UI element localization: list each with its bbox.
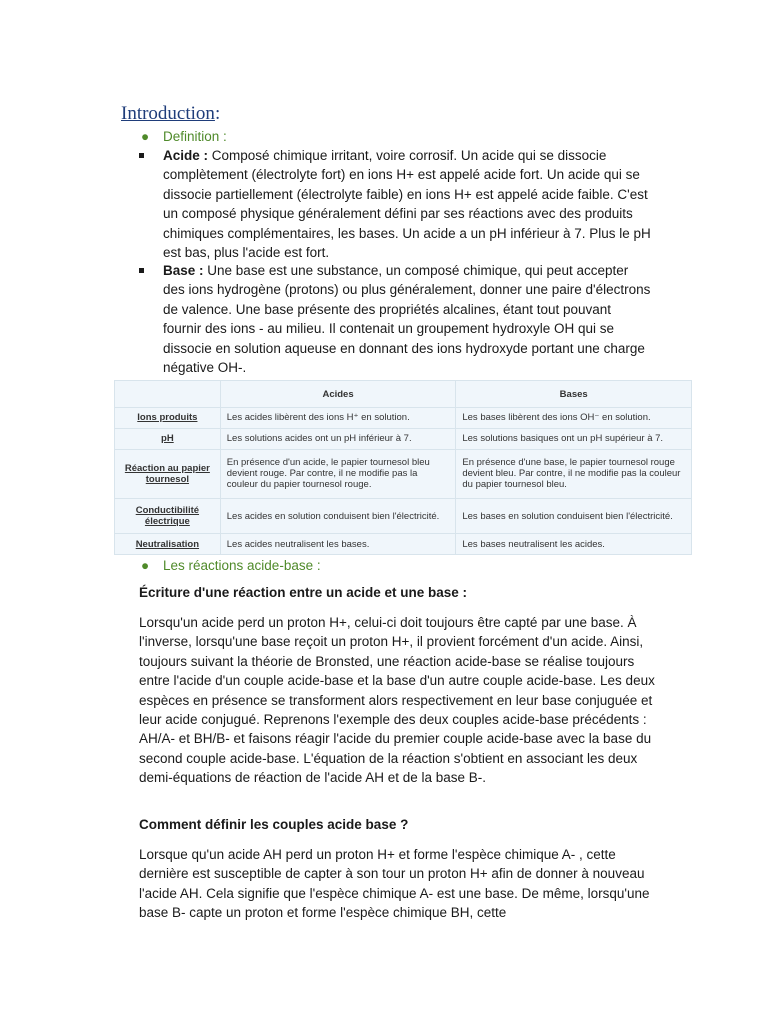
acides-cell: Les solutions acides ont un pH inférieur à 7. <box>220 428 456 449</box>
comparison-table <box>114 380 692 555</box>
acide-definition <box>163 146 653 262</box>
table-row <box>115 428 692 449</box>
acide-text: Composé chimique irritant, voire corrosif. Un acide qui se dissocie complètement (électrolyte fort) en ions H+ est appelé acide fort. Un acide qui se dissocie partiellement (électrolyte faible) en ions H+ est appelé acide faible. C'est un composé physique généralement défini par ses réactions avec des produits chimiques complémentaires, les bases. Un acide a un pH inférieur à 7. Plus le pH est bas, plus l'acide est fort. <box>163 148 651 261</box>
base-term: Base : <box>163 263 204 278</box>
table-header-cell <box>115 381 221 408</box>
heading-title: Introduction <box>121 103 215 124</box>
table-row <box>115 534 692 555</box>
bullet-dot-icon: ● <box>141 558 150 573</box>
couples-paragraph: Lorsque qu'un acide AH perd un proton H+ et forme l'espèce chimique A- , cette dernière est susceptible de capter à son tour un proton H+ afin de donner à nouveau l'acide AH. Cela signifie que l'espèce chimique A- est une base. De même, lorsqu'une base B- capte un proton et forme l'espèce chimique BH, cette <box>139 847 650 921</box>
definition-bullet <box>141 127 227 146</box>
table-header-row <box>115 381 692 408</box>
square-bullet-icon <box>139 268 144 273</box>
ecriture-paragraph: Lorsqu'un acide perd un proton H+, celui-ci doit toujours être capté par une base. À l'inverse, lorsqu'une base reçoit un proton H+, il provient forcément d'un acide. Ainsi, toujours suivant la théorie de Bronsted, une réaction acide-base se réalise toujours entre l'acide d'un couple acide-base et la base d'un autre couple acide-base. Les deux espèces en présence se transforment alors respectivement en leur base conjuguée et leur acide conjugué. Reprenons l'exemple des deux couples acide-base précédents : AH/A- et BH/B- et faisons réagir l'acide du premier couple acide-base avec la base du second couple acide-base. L'équation de la réaction s'obtient en associant les deux demi-équations de réaction de l'acide AH et de la base B-. <box>139 615 655 786</box>
acides-cell: En présence d'un acide, le papier tournesol bleu devient rouge. Par contre, il ne modifie pas la couleur du papier tournesol rouge. <box>220 449 456 498</box>
bases-cell: Les bases en solution conduisent bien l'électricité. <box>456 499 692 534</box>
row-label: Ions produits <box>115 408 221 429</box>
row-label: Réaction au papier tournesol <box>115 449 221 498</box>
acides-cell: Les acides neutralisent les bases. <box>220 534 456 555</box>
acide-term: Acide : <box>163 148 209 163</box>
base-text: Une base est une substance, un composé chimique, qui peut accepter des ions hydrogène (protons) ou plus généralement, donner une paire d'électrons de valence. Une base présente des propriétés alcalines, étant tout pouvant fournir des ions - au milieu. Il contenait un groupement hydroxyle OH qui se dissocie en solution aqueuse en donnant des ions hydroxyde portant une charge négative OH-. <box>163 263 651 376</box>
reactions-label: Les réactions acide-base : <box>163 558 321 573</box>
reactions-bullet <box>141 556 321 575</box>
bullet-dot-icon: ● <box>141 129 150 144</box>
couples-heading: Comment définir les couples acide base ? <box>139 817 409 832</box>
base-definition <box>163 261 653 377</box>
bases-cell: Les solutions basiques ont un pH supérieur à 7. <box>456 428 692 449</box>
square-bullet-icon <box>139 153 144 158</box>
acides-cell: Les acides en solution conduisent bien l'électricité. <box>220 499 456 534</box>
row-label: Neutralisation <box>115 534 221 555</box>
table-row <box>115 449 692 498</box>
row-label: pH <box>115 428 221 449</box>
table-header-cell: Bases <box>456 381 692 408</box>
definition-label: Definition : <box>163 129 227 144</box>
heading-colon: : <box>214 103 221 124</box>
bases-cell: Les bases neutralisent les acides. <box>456 534 692 555</box>
page-heading <box>121 103 220 125</box>
bases-cell: Les bases libèrent des ions OH⁻ en solution. <box>456 408 692 429</box>
row-label: Conductibilité électrique <box>115 499 221 534</box>
acides-cell: Les acides libèrent des ions H⁺ en solution. <box>220 408 456 429</box>
ecriture-heading: Écriture d'une réaction entre un acide et une base : <box>139 585 468 600</box>
table-row <box>115 499 692 534</box>
table-row <box>115 408 692 429</box>
table-header-cell: Acides <box>220 381 456 408</box>
bases-cell: En présence d'une base, le papier tournesol rouge devient bleu. Par contre, il ne modifie pas la couleur du papier tournesol bleu. <box>456 449 692 498</box>
